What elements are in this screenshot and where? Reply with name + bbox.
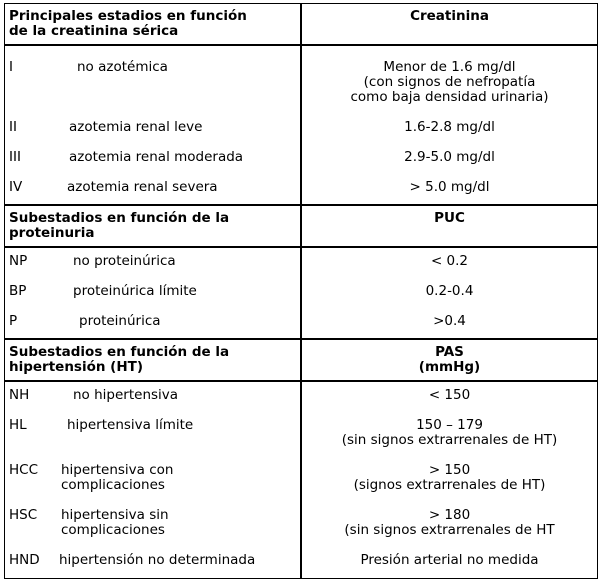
- stage-desc: no azotémica: [77, 59, 168, 75]
- section-creatinine-body: [5, 44, 597, 204]
- stage-value: > 180 (sin signos extrarrenales de HT: [344, 507, 555, 538]
- stage-value: Presión arterial no medida: [360, 552, 539, 568]
- stage-value: 150 – 179 (sin signos extrarrenales de HT): [341, 417, 558, 448]
- stage-desc: no hipertensiva: [73, 387, 179, 403]
- stage-code: II: [9, 119, 17, 135]
- staging-table: [4, 3, 598, 579]
- header-left: Subestadios en función de la hipertensión (HT): [9, 344, 230, 375]
- stage-code: HL: [9, 417, 27, 433]
- header-left: Principales estadios en función de la creatinina sérica: [9, 8, 247, 39]
- stage-code: IV: [9, 179, 23, 195]
- stage-code: NH: [9, 387, 30, 403]
- stage-code: BP: [9, 283, 27, 299]
- stage-desc: hipertensión no determinada: [59, 552, 256, 568]
- stage-value: Menor de 1.6 mg/dl (con signos de nefropatía como baja densidad urinaria): [350, 59, 549, 105]
- stage-desc: azotemia renal moderada: [69, 149, 244, 165]
- stage-code: P: [9, 313, 18, 329]
- header-right: PAS (mmHg): [418, 344, 481, 375]
- stage-code: III: [9, 149, 21, 165]
- section-hypertension-body: [5, 380, 597, 578]
- stage-code: I: [9, 59, 13, 75]
- stage-value: < 0.2: [430, 253, 469, 269]
- section-proteinuria-body: [5, 246, 597, 338]
- header-left: Subestadios en función de la proteinuria: [9, 210, 230, 241]
- stage-code: HND: [9, 552, 40, 568]
- stage-code: HCC: [9, 462, 39, 478]
- stage-value: 2.9-5.0 mg/dl: [404, 149, 495, 165]
- stage-value: > 5.0 mg/dl: [409, 179, 490, 195]
- stage-desc: proteinúrica límite: [73, 283, 197, 299]
- stage-code: HSC: [9, 507, 38, 523]
- stage-desc: proteinúrica: [79, 313, 161, 329]
- header-right: Creatinina: [410, 8, 489, 24]
- stage-value: 0.2-0.4: [425, 283, 474, 299]
- stage-value: < 150: [428, 387, 471, 403]
- stage-value: > 150 (signos extrarrenales de HT): [353, 462, 546, 493]
- stage-value: 1.6-2.8 mg/dl: [404, 119, 495, 135]
- stage-value: >0.4: [433, 313, 466, 329]
- stage-desc: hipertensiva sin complicaciones: [61, 507, 169, 538]
- stage-desc: hipertensiva con complicaciones: [61, 462, 174, 493]
- header-right: PUC: [434, 210, 465, 226]
- section-proteinuria-header: [5, 204, 597, 246]
- stage-desc: hipertensiva límite: [67, 417, 194, 433]
- stage-desc: azotemia renal severa: [67, 179, 218, 195]
- section-creatinine-header: [5, 4, 597, 44]
- stage-desc: no proteinúrica: [73, 253, 176, 269]
- section-hypertension-header: [5, 338, 597, 380]
- stage-desc: azotemia renal leve: [69, 119, 203, 135]
- stage-code: NP: [9, 253, 28, 269]
